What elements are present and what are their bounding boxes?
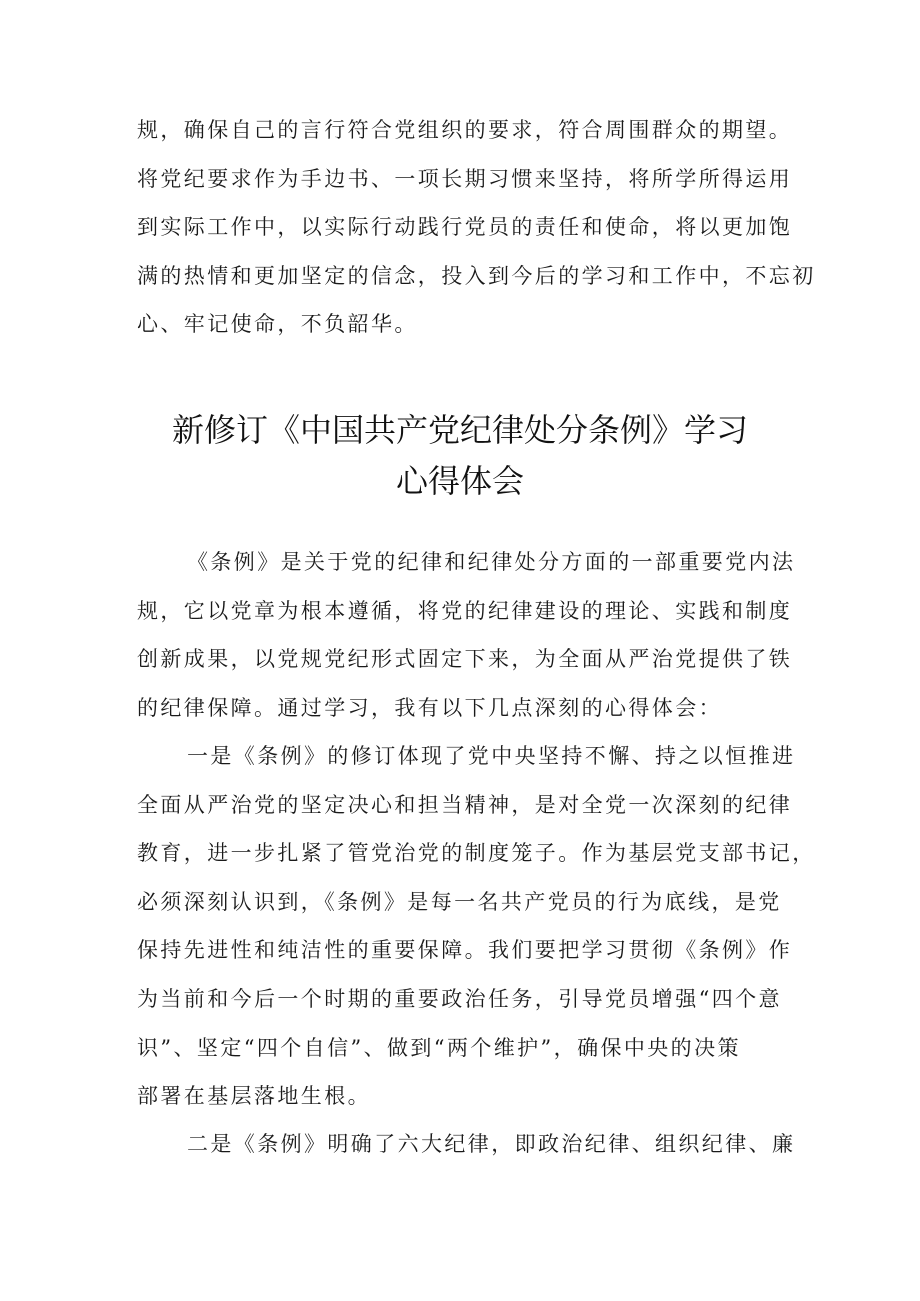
intro-line-5: 心、牢记使命，不负韶华。 [137, 312, 418, 337]
title-line-2: 心得体会 [395, 462, 524, 500]
intro-line-2: 将党纪要求作为手边书、一项长期习惯来坚持，将所学所得运用 [137, 166, 793, 191]
paragraph-2-line-1: 一是《条例》的修订体现了党中央坚持不懈、持之以恒推进 [187, 744, 796, 768]
paragraph-3-line-1: 二是《条例》明确了六大纪律，即政治纪律、组织纪律、廉 [187, 1132, 796, 1156]
title-line-1: 新修订《中国共产党纪律处分条例》学习 [171, 411, 748, 449]
paragraph-2-line-6: 为当前和今后一个时期的重要政治任务，引导党员增强“四个意 [137, 986, 782, 1011]
paragraph-2-line-5: 保持先进性和纯洁性的重要保障。我们要把学习贯彻《条例》作 [137, 938, 793, 963]
intro-paragraph [137, 106, 816, 349]
paragraph-2-line-7: 识”、坚定“四个自信”、做到“两个维护”，确保中央的决策 [137, 1035, 741, 1060]
paragraph-2-line-8: 部署在基层落地生根。 [137, 1084, 371, 1109]
paragraph-2-line-4: 必须深刻认识到，《条例》是每一名共产党员的行为底线，是党 [137, 889, 782, 914]
intro-line-1: 规，确保自己的言行符合党组织的要求，符合周围群众的期望。 [137, 118, 793, 142]
document-title [0, 405, 920, 507]
paragraph-1 [137, 538, 796, 732]
paragraph-2 [137, 732, 816, 1121]
paragraph-1-line-3: 创新成果，以党规党纪形式固定下来，为全面从严治党提供了铁 [137, 647, 793, 672]
paragraph-2-line-3: 教育，进一步扎紧了管党治党的制度笼子。作为基层党支部书记， [137, 841, 816, 866]
intro-line-3: 到实际工作中，以实际行动践行党员的责任和使命，将以更加饱 [137, 215, 793, 240]
paragraph-2-line-2: 全面从严治党的坚定决心和担当精神，是对全党一次深刻的纪律 [137, 792, 793, 817]
paragraph-1-line-2: 规，它以党章为根本遵循，将党的纪律建设的理论、实践和制度 [137, 598, 793, 623]
paragraph-3 [137, 1120, 796, 1169]
paragraph-1-line-4: 的纪律保障。通过学习，我有以下几点深刻的心得体会： [137, 695, 722, 720]
paragraph-1-line-1: 《条例》是关于党的纪律和纪律处分方面的一部重要党内法 [187, 550, 796, 574]
intro-line-4: 满的热情和更加坚定的信念，投入到今后的学习和工作中，不忘初 [137, 263, 816, 288]
